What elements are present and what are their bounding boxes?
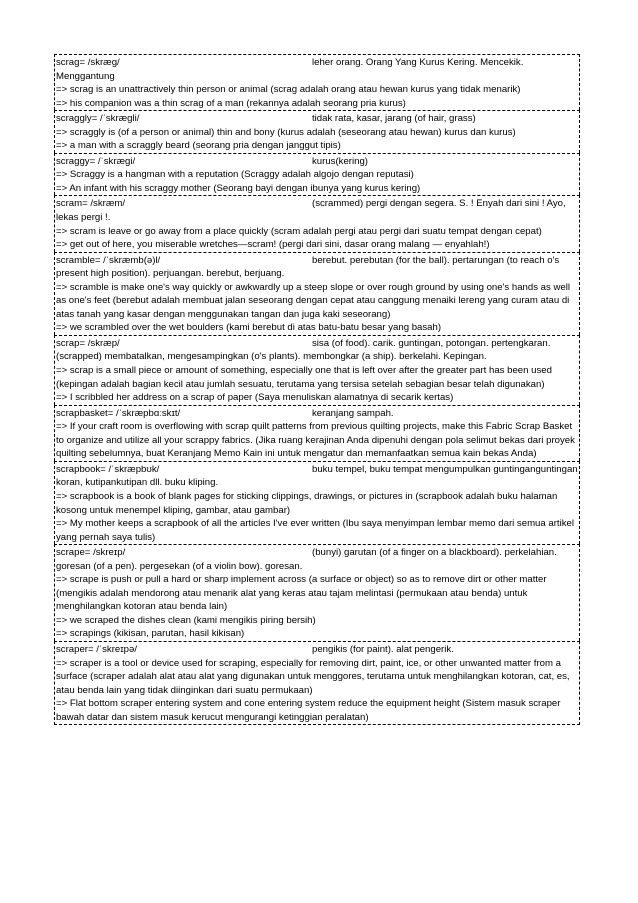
entry-example-line: => Flat bottom scraper entering system and cone entering system reduce the equipment height (Sistem masuk scraper bawah datar dan sistem masuk kerucut mengurangi ketinggian peralatan)	[56, 698, 561, 723]
dictionary-entry	[54, 335, 580, 405]
entry-example-line: => scramble is make one's way quickly or awkwardly up a steep slope or over rough ground by using one's hands as well as one's feet (berebut adalah membuat jalan seseorang dengan cepat atau canggung menaiki lereng yang curam atau di atas tanah yang kasar dengan menggunakan tangan dan juga kaki seseorang)	[56, 281, 571, 320]
dictionary-entry	[54, 110, 580, 153]
entry-example-line: => scrapings (kikisan, parutan, hasil kikisan)	[56, 628, 245, 640]
dictionary-entry	[54, 405, 580, 461]
entry-headline	[56, 643, 578, 657]
entry-headline	[56, 546, 578, 573]
entry-example-line: => An infant with his scraggy mother (Seorang bayi dengan ibunya yang kurus kering)	[56, 182, 421, 194]
entry-headline	[56, 197, 578, 224]
entry-example-line: => scraggly is (of a person or animal) thin and bony (kurus adalah (seseorang atau hewan) kurus dan kurus)	[56, 126, 516, 138]
entry-word: scrap= /skræp/	[56, 337, 120, 349]
entry-example-line: => scrag is an unattractively thin person or animal (scrag adalah orang atau hewan kurus yang tidak menarik)	[56, 84, 521, 96]
entry-example-line: => scraper is a tool or device used for scraping, especially for removing dirt, paint, ice, or other unwanted matter from a surface (scraper adalah alat atau alat yang digunakan untuk menggores, terutama untuk menghilangkan kotoran, cat, es, atau benda lain yang tidak diinginkan dari suatu permukaan)	[56, 657, 570, 696]
entry-word: scraggy= /ˈskræɡi/	[56, 155, 136, 167]
entry-word: scrape= /skreɪp/	[56, 547, 126, 559]
dictionary-entry	[54, 641, 580, 725]
dictionary-entry	[54, 54, 580, 110]
entry-example-line: => get out of here, you miserable wretches—scram! (pergi dari sini, dasar orang malang — enyahlah!)	[56, 239, 490, 251]
entry-example-line: => scram is leave or go away from a place quickly (scram adalah pergi atau pergi dari suatu tempat dengan cepat)	[56, 225, 542, 237]
entry-example-line: => scrape is push or pull a hard or sharp implement across (a surface or object) so as to remove dirt or other matter (mengikis adalah mendorong atau menarik alat yang keras atau tajam melintasi (permukaan atau benda) untuk menghilangkan kotoran atau benda lain)	[56, 574, 547, 613]
entry-example-line: => his companion was a thin scrag of a man (rekannya adalah seorang pria kurus)	[56, 97, 406, 109]
entry-headline	[56, 407, 578, 421]
entry-headline	[56, 56, 578, 83]
entry-example-line: => Scraggy is a hangman with a reputation (Scraggy adalah algojo dengan reputasi)	[56, 169, 414, 181]
entry-headline	[56, 155, 578, 169]
entry-meaning: keranjang sampah.	[312, 407, 394, 419]
entry-meaning: (scrammed) pergi dengan segera. S. ! Enyah dari sini ! Ayo, lekas pergi !.	[56, 198, 566, 224]
entry-word: scrag= /skræg/	[56, 57, 120, 68]
entry-meaning: buku tempel, buku tempat mengumpulkan guntinganguntingan koran, kutipankutipan dll. buku kliping.	[56, 463, 578, 489]
entry-headline	[56, 254, 578, 281]
entry-word: scrapbasket= /ˈskræpbɑːskɪt/	[56, 407, 181, 419]
entry-meaning: (bunyi) garutan (of a finger on a blackboard). perkelahian. goresan (of a pen). pergesekan (of a violin bow). goresan.	[56, 547, 557, 572]
entry-word: scraper= /ˈskreɪpə/	[56, 643, 137, 655]
entry-example-line: => we scrambled over the wet boulders (kami berebut di atas batu-batu besar yang basah)	[56, 322, 442, 334]
entry-word: scramble= /ˈskræmb(ə)l/	[56, 254, 161, 266]
entry-headline	[56, 112, 578, 126]
entry-meaning: leher orang. Orang Yang Kurus Kering. Mencekik. Menggantung	[56, 57, 524, 82]
entry-example-line: => we scraped the dishes clean (kami mengikis piring bersih)	[56, 614, 316, 626]
entry-word: scrapbook= /ˈskræpbʊk/	[56, 463, 160, 475]
entry-example-line: => If your craft room is overflowing with scrap quilt patterns from previous quilting projects, make this Fabric Scrap Basket to organize and utilize all your scrappy fabrics. (Jika ruang kerajinan Anda dipenuhi dengan pola selimut bekas dari proyek quilting sebelumnya, buat Keranjang Memo Kain ini untuk mengatur dan memanfaatkan semua kain bekas Anda)	[56, 421, 575, 460]
entry-headline	[56, 337, 578, 364]
entry-word: scram= /skræm/	[56, 198, 126, 210]
dictionary-entry	[54, 153, 580, 196]
entry-meaning: tidak rata, kasar, jarang (of hair, grass)	[312, 113, 476, 125]
entry-headline	[56, 463, 578, 490]
dictionary-page	[54, 54, 580, 725]
entry-meaning: sisa (of food). carik. guntingan, potongan. pertengkaran. (scrapped) membatalkan, mengesampingkan (o's plants). membongkar (a ship). berkelahi. Kepingan.	[56, 337, 551, 363]
entry-word: scraggly= /ˈskræɡli/	[56, 113, 140, 125]
entry-example-line: => My mother keeps a scrapbook of all the articles I've ever written (Ibu saya menyimpan lembar memo dari semua artikel yang pernah saya tulis)	[56, 518, 574, 543]
entry-meaning: kurus(kering)	[312, 155, 368, 167]
dictionary-entry	[54, 252, 580, 335]
entry-example-line: => scrapbook is a book of blank pages for sticking clippings, drawings, or pictures in (scrapbook adalah buku halaman kosong untuk menempel kliping, gambar, atau gambar)	[56, 490, 558, 516]
dictionary-entry	[54, 461, 580, 544]
entry-example-line: => a man with a scraggly beard (seorang pria dengan janggut tipis)	[56, 140, 341, 152]
entry-meaning: pengikis (for paint). alat pengerik.	[312, 643, 454, 655]
entry-example-line: => scrap is a small piece or amount of something, especially one that is left over after the greater part has been used (kepingan adalah bagian kecil atau jumlah sesuatu, terutama yang tersisa setelah sebagian besar telah digunakan)	[56, 365, 552, 390]
dictionary-entry	[54, 544, 580, 641]
dictionary-entry	[54, 195, 580, 251]
entry-example-line: => I scribbled her address on a scrap of paper (Saya menuliskan alamatnya di secarik kertas)	[56, 392, 454, 404]
entry-meaning: berebut. perebutan (for the ball). pertarungan (to reach o's present high position). perjuangan. berebut, berjuang.	[56, 254, 560, 280]
